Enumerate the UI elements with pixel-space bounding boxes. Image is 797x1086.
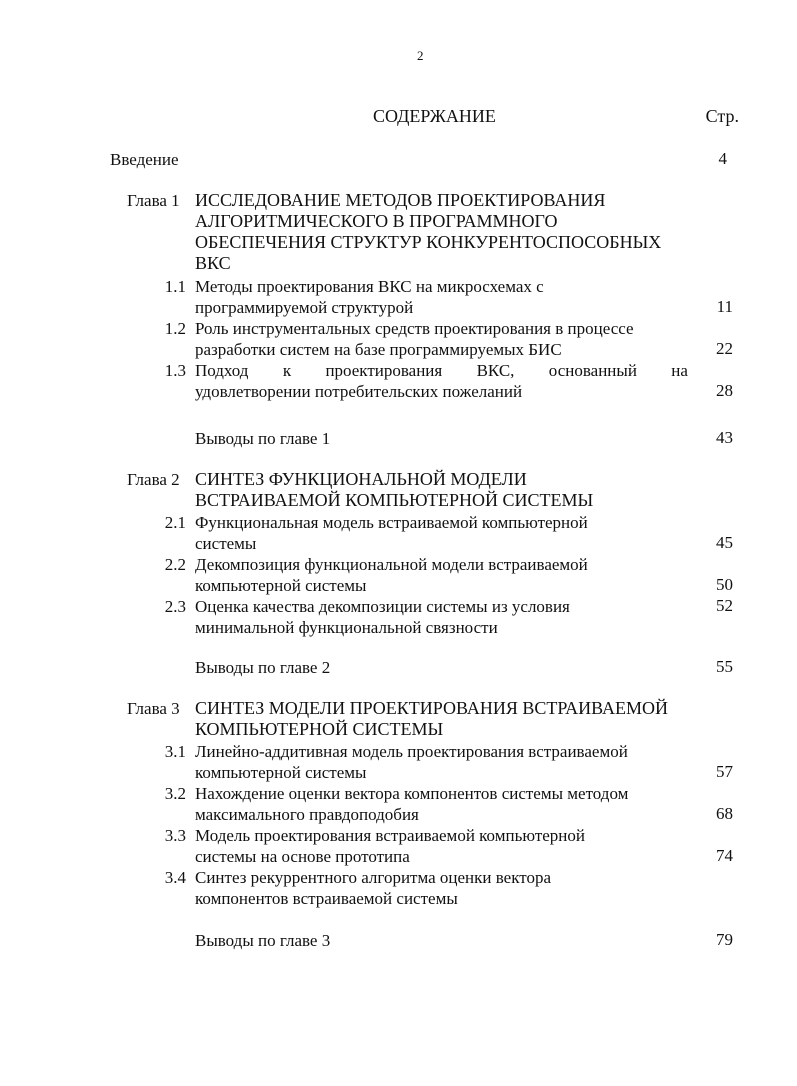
word: ВКС,: [476, 361, 515, 380]
chapter-1-conclusions-page: 43: [716, 428, 733, 447]
section-title-line[interactable]: компьютерной системы: [195, 763, 367, 782]
chapter-3-title-line[interactable]: СИНТЕЗ МОДЕЛИ ПРОЕКТИРОВАНИЯ ВСТРАИВАЕМОЙ: [195, 698, 668, 718]
chapter-1-title-line[interactable]: ВКС: [195, 253, 231, 273]
chapter-2-conclusions[interactable]: Выводы по главе 2: [195, 658, 331, 677]
chapter-2-title-line[interactable]: ВСТРАИВАЕМОЙ КОМПЬЮТЕРНОЙ СИСТЕМЫ: [195, 490, 594, 510]
section-page: 74: [716, 846, 733, 865]
section-page: 52: [716, 596, 733, 615]
section-number: 1.2: [164, 319, 186, 338]
section-title-line[interactable]: компьютерной системы: [195, 576, 367, 595]
section-title-line[interactable]: разработки систем на базе программируемых БИС: [195, 340, 562, 359]
section-title-line[interactable]: программируемой структурой: [195, 298, 414, 317]
section-title-line[interactable]: Нахождение оценки вектора компонентов системы методом: [195, 784, 629, 803]
word: на: [671, 361, 688, 380]
chapter-1-label: Глава 1: [127, 191, 180, 210]
page-number: 2: [417, 48, 424, 63]
section-number: 3.2: [164, 784, 186, 803]
word: проектирования: [325, 361, 443, 380]
chapter-3-conclusions-page: 79: [716, 930, 733, 949]
section-title-line[interactable]: максимального правдоподобия: [195, 805, 419, 824]
word: Подход: [195, 361, 249, 380]
section-title-line[interactable]: Синтез рекуррентного алгоритма оценки вектора: [195, 868, 552, 887]
section-page: 50: [716, 575, 733, 594]
toc-intro-page: 4: [718, 149, 727, 168]
section-title-line[interactable]: Функциональная модель встраиваемой компьютерной: [195, 513, 588, 532]
toc-intro-label[interactable]: Введение: [110, 150, 179, 169]
page-column-label: Стр.: [705, 106, 739, 126]
section-number: 3.3: [164, 826, 186, 845]
section-page: 45: [716, 533, 733, 552]
section-title-line[interactable]: Оценка качества декомпозиции системы из условия: [195, 597, 570, 616]
chapter-3-title-line[interactable]: КОМПЬЮТЕРНОЙ СИСТЕМЫ: [195, 719, 444, 739]
section-number: 2.3: [164, 597, 186, 616]
section-number: 2.1: [164, 513, 186, 532]
section-title-line[interactable]: Линейно-аддитивная модель проектирования встраиваемой: [195, 742, 628, 761]
section-page: 57: [716, 762, 733, 781]
toc-title: СОДЕРЖАНИЕ: [373, 106, 496, 126]
section-title-line[interactable]: Модель проектирования встраиваемой компьютерной: [195, 826, 585, 845]
chapter-1-conclusions[interactable]: Выводы по главе 1: [195, 429, 331, 448]
section-title-line[interactable]: системы на основе прототипа: [195, 847, 410, 866]
section-number: 1.1: [164, 277, 186, 296]
section-page: 11: [716, 297, 733, 316]
section-page: 28: [716, 381, 733, 400]
chapter-3-conclusions[interactable]: Выводы по главе 3: [195, 931, 331, 950]
chapter-3-label: Глава 3: [127, 699, 180, 718]
chapter-2-conclusions-page: 55: [716, 657, 733, 676]
section-title-line[interactable]: Декомпозиция функциональной модели встраиваемой: [195, 555, 588, 574]
section-title-line[interactable]: удовлетворении потребительских пожеланий: [195, 382, 523, 401]
section-title-line[interactable]: минимальной функциональной связности: [195, 618, 498, 637]
section-title-line[interactable]: [195, 360, 688, 381]
chapter-1-title-line[interactable]: ИССЛЕДОВАНИЕ МЕТОДОВ ПРОЕКТИРОВАНИЯ: [195, 190, 606, 210]
chapter-1-title-line[interactable]: АЛГОРИТМИЧЕСКОГО В ПРОГРАММНОГО: [195, 211, 558, 231]
word: основанный: [548, 361, 637, 380]
section-page: 22: [716, 339, 733, 358]
section-number: 3.1: [164, 742, 186, 761]
chapter-1-title-line[interactable]: ОБЕСПЕЧЕНИЯ СТРУКТУР КОНКУРЕНТОСПОСОБНЫХ: [195, 232, 662, 252]
section-title-line[interactable]: Методы проектирования ВКС на микросхемах с: [195, 277, 544, 296]
section-number: 1.3: [164, 361, 186, 380]
chapter-2-title-line[interactable]: СИНТЕЗ ФУНКЦИОНАЛЬНОЙ МОДЕЛИ: [195, 469, 527, 489]
section-number: 2.2: [164, 555, 186, 574]
section-page: 68: [716, 804, 733, 823]
section-title-line[interactable]: компонентов встраиваемой системы: [195, 889, 458, 908]
word: к: [282, 361, 292, 380]
section-number: 3.4: [164, 868, 186, 887]
section-title-line[interactable]: Роль инструментальных средств проектирования в процессе: [195, 319, 634, 338]
chapter-2-label: Глава 2: [127, 470, 180, 489]
section-title-line[interactable]: системы: [195, 534, 257, 553]
